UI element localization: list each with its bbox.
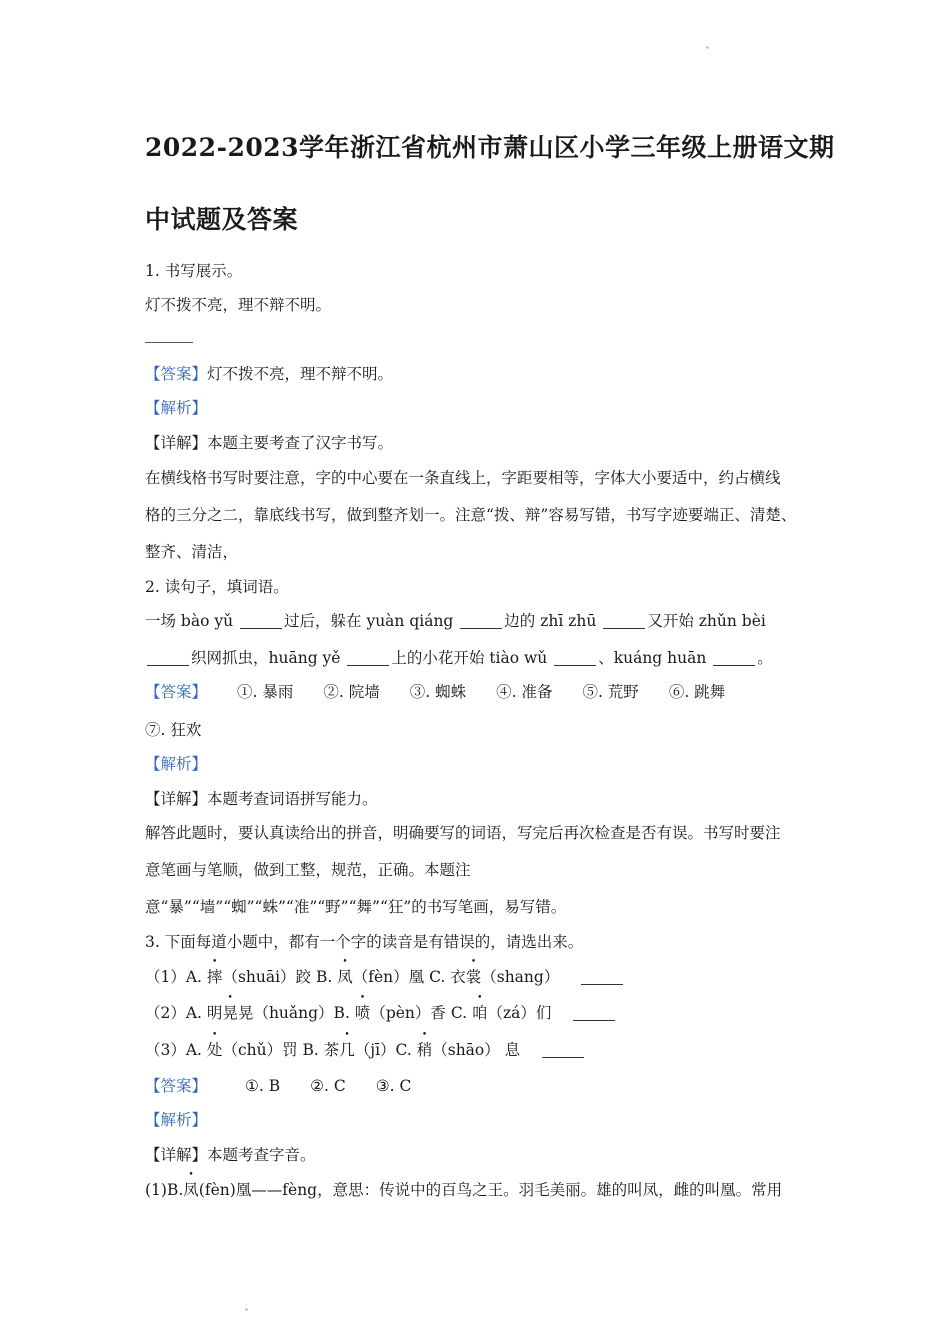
q1-detail (145, 431, 393, 453)
q2-answer-item: ⑥. 跳舞 (668, 683, 726, 701)
q3-detail (145, 1143, 316, 1165)
dotted-char: 摔 (206, 968, 223, 986)
q3-text: （zá）们 (487, 1004, 552, 1022)
dotted-char: 几 (339, 1041, 355, 1059)
q3-sub-3 (145, 1038, 586, 1060)
fill-blank (542, 1043, 584, 1058)
q3-answer-item: ①. B (245, 1077, 281, 1095)
q2-sentence-line1 (145, 609, 766, 631)
fill-blank (573, 1006, 615, 1021)
q2-text: 、kuáng huān (598, 649, 712, 667)
q2-text: 边的 zhī zhū (504, 612, 602, 630)
q3-text: (fèn)凰——fèng，意思：传说中的百鸟之王。羽毛美丽。雄的叫凤，雌的叫凰。常用 (198, 1181, 783, 1199)
dotted-char: 凤 (183, 1181, 199, 1199)
page-mark: ˯ (244, 1300, 249, 1311)
dotted-char: 咱 (471, 1004, 488, 1022)
q1-explain-2: 格的三分之二，靠底线书写，做到整齐划一。注意“拨、辩”容易写错，书写字迹要端正、清楚、 (145, 506, 797, 524)
q2-answer-item-7: ⑦. 狂欢 (145, 721, 202, 739)
q3-text: （shāo） 息 (432, 1041, 521, 1059)
q3-text: 晃（huǎng）B. (237, 1004, 355, 1022)
q3-stem: 3. 下面每道小题中，都有一个字的读音是有错误的，请选出来。 (145, 933, 584, 951)
q2-explain-2: 意笔画与笔顺，做到工整，规范，正确。本题注 (145, 861, 471, 879)
dotted-char: 稍 (416, 1041, 433, 1059)
dotted-char: 裳 (465, 968, 482, 986)
doc-title-line1: 2022-2023学年浙江省杭州市萧山区小学三年级上册语文期 (145, 133, 835, 162)
fill-blank (147, 651, 189, 666)
q3-text: （fèn）凰 C. 衣 (352, 968, 466, 986)
q1-stem: 1. 书写展示。 (145, 262, 243, 280)
q3-text: (1)B. (145, 1181, 184, 1199)
q2-answer-item: ④. 准备 (496, 683, 553, 701)
q1-sentence: 灯不拨不亮，理不辩不明。 (145, 296, 332, 314)
q3-text: （1）A. (145, 968, 207, 986)
q3-answer (145, 1074, 411, 1096)
q3-text: （shang） (481, 968, 560, 986)
q2-text: 过后，躲在 yuàn qiáng (284, 612, 459, 630)
answer-tag: 【答案】 (145, 683, 208, 701)
q3-text: （pèn）香 C. (370, 1004, 472, 1022)
q1-answer (145, 362, 393, 384)
q2-text: 上的小花开始 tiào wǔ (391, 649, 553, 667)
q3-sub-2 (145, 1001, 617, 1023)
q1-answer-line (145, 342, 193, 343)
q2-answer-item: ③. 蜘蛛 (409, 683, 467, 701)
fill-blank (713, 651, 755, 666)
q3-text: （2）A. 明 (145, 1004, 223, 1022)
q3-analysis-tag: 【解析】 (145, 1111, 208, 1129)
q3-explain-1 (145, 1178, 782, 1200)
q2-detail-text: 本题考查词语拼写能力。 (207, 790, 378, 808)
q2-text: 。 (757, 649, 773, 667)
q1-explain-3: 整齐、清洁， (145, 543, 239, 561)
q2-text: 一场 bào yǔ (145, 612, 239, 630)
dotted-char: 喷 (354, 1004, 371, 1022)
q3-detail-text: 本题考查字音。 (207, 1146, 316, 1164)
q1-explain-1: 在横线格书写时要注意，字的中心要在一条直线上，字距要相等，字体大小要适中，约占横线 (145, 469, 781, 487)
q1-answer-text: 灯不拨不亮，理不辩不明。 (207, 365, 394, 383)
q1-analysis-tag: 【解析】 (145, 399, 208, 417)
answer-tag: 【答案】 (145, 1077, 208, 1095)
q2-text: 又开始 zhǔn bèi (647, 612, 766, 630)
fill-blank (347, 651, 389, 666)
q2-stem: 2. 读句子，填词语。 (145, 578, 289, 596)
q2-answer-item: ②. 院墙 (323, 683, 380, 701)
detail-tag: 【详解】 (145, 790, 208, 808)
q2-explain-1: 解答此题时，要认真读给出的拼音，明确要写的词语，写完后再次检查是否有误。书写时要注 (145, 824, 781, 842)
fill-blank (581, 970, 623, 985)
q2-sentence-line2 (145, 646, 773, 668)
q1-detail-text: 本题主要考查了汉字书写。 (207, 434, 394, 452)
q3-text: （3）A. (145, 1041, 207, 1059)
q3-answer-item: ②. C (310, 1077, 346, 1095)
fill-blank (554, 651, 596, 666)
q2-detail (145, 787, 378, 809)
detail-tag: 【详解】 (145, 1146, 208, 1164)
fill-blank (240, 614, 282, 629)
q3-answer-item: ③. C (375, 1077, 412, 1095)
q2-analysis-tag: 【解析】 (145, 755, 208, 773)
fill-blank (603, 614, 645, 629)
dotted-char: 处 (206, 1041, 223, 1059)
q3-text: （jī）C. (354, 1041, 417, 1059)
dotted-char: 晃 (222, 1004, 238, 1022)
q3-text: （shuāi）跤 B. (222, 968, 338, 986)
fill-blank (460, 614, 502, 629)
q3-sub-1 (145, 965, 625, 987)
q2-answer-item: ①. 暴雨 (237, 683, 294, 701)
detail-tag: 【详解】 (145, 434, 208, 452)
q2-answer (145, 680, 725, 702)
q3-text: （chǔ）罚 B. 茶 (222, 1041, 340, 1059)
doc-title-line2: 中试题及答案 (145, 205, 299, 234)
q2-explain-3: 意“暴”“墙”“蜘”“蛛”“准”“野”“舞”“狂”的书写笔画，易写错。 (145, 898, 567, 916)
dotted-char: 凤 (337, 968, 353, 986)
page-mark: ˯ (705, 38, 710, 49)
q2-text: 织网抓虫，huāng yě (191, 649, 346, 667)
answer-tag: 【答案】 (145, 365, 208, 383)
q2-answer-item: ⑤. 荒野 (582, 683, 639, 701)
